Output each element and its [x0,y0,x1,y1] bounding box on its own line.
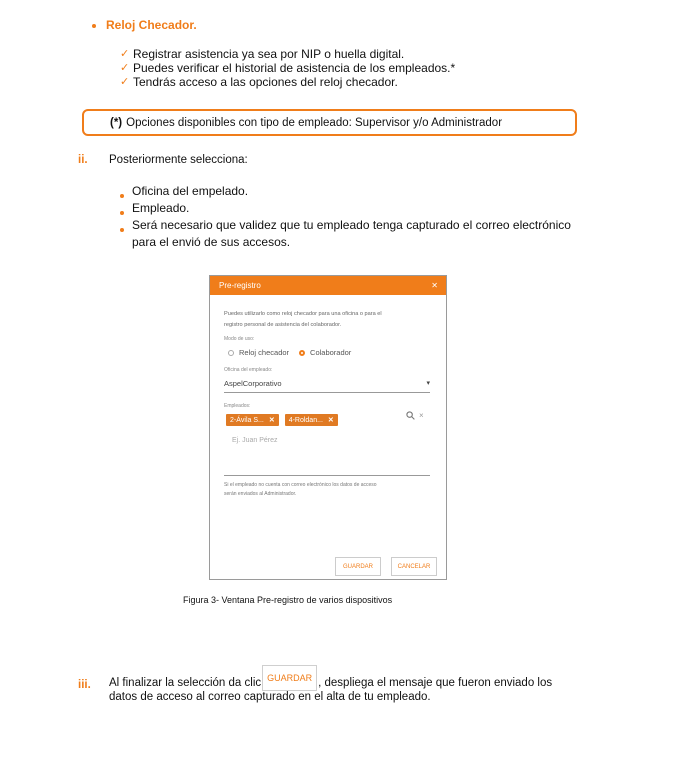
dialog-title: Pre-registro [219,281,261,290]
search-icon[interactable] [406,411,415,420]
radio-reloj-checador[interactable] [228,350,234,356]
list-item: Será necesario que validez que tu empleado tenga capturado el correo electrónico [120,219,571,236]
list-item: Oficina del empelado. [120,185,571,202]
search-underline [224,475,430,476]
list-item: ✓ Puedes verificar el historial de asistencia de los empleados.* [120,61,456,75]
mode-label: Modo de uso: [224,336,255,342]
employee-chip[interactable]: 4-Roldan... ✕ [285,414,338,426]
save-button[interactable]: GUARDAR [335,557,381,576]
checkmark-icon: ✓ [120,48,130,60]
chevron-down-icon: ▾ [426,380,430,387]
radio-label-colaborador: Colaborador [310,348,352,357]
step-ii-text: Posteriormente selecciona: [109,154,248,166]
figure-caption: Figura 3- Ventana Pre-registro de varios dispositivos [183,595,393,605]
remove-chip-icon[interactable]: ✕ [327,417,334,424]
list-item: ✓ Registrar asistencia ya sea por NIP o huella digital. [120,47,405,61]
check-list [120,47,455,89]
employee-chips [226,414,338,426]
step-iii-paragraph: Al finalizar la selección da clic GUARDAR , despliega el mensaje que fueron enviado los datos de acceso al correo capturado en el alta de tu empleado. [109,665,552,704]
bullet-icon [120,228,124,232]
note-prefix: (*) [110,116,123,129]
list-item: Empleado. [120,202,571,219]
dialog-intro: Puedes utilizarlo como reloj checador para una oficina o para el registro personal de asistencia del colaborador. [224,311,382,328]
remove-chip-icon[interactable]: ✕ [268,417,275,424]
list-item-continuation: para el envió de sus accesos. [132,235,291,249]
checkmark-icon: ✓ [120,62,130,74]
guardar-inline-button: GUARDAR [262,665,317,691]
mode-radio-group [228,348,351,357]
list-item: ✓ Tendrás acceso a las opciones del reloj checador. [120,75,398,89]
employee-chip[interactable]: 2-Ávila S... ✕ [226,414,279,426]
cancel-button[interactable]: CANCELAR [391,557,437,576]
section-title [92,18,197,32]
bullet-icon [92,24,96,28]
employees-label: Empleados: [224,403,251,409]
notice-text: Si el empleado no cuenta con correo electrónico los datos de acceso serán enviados al Administrador. [224,482,377,497]
employee-search-input[interactable]: Ej. Juan Pérez [232,437,278,444]
bullet-icon [120,211,124,215]
office-select[interactable] [224,379,430,393]
office-label: Oficina del empleado: [224,367,273,373]
office-value: AspelCorporativo [224,379,282,388]
note-text: Opciones disponibles con tipo de empleado: Supervisor y/o Administrador [126,116,503,129]
note-box [82,109,577,136]
clear-icon[interactable]: × [419,411,424,420]
step-iii-numeral: iii. [78,679,91,691]
dialog-header [210,276,446,295]
section-title-text: Reloj Checador. [106,18,197,32]
radio-colaborador[interactable] [299,350,305,356]
close-icon[interactable]: ✕ [431,281,438,290]
radio-label-reloj: Reloj checador [239,348,290,357]
bullet-icon [120,194,124,198]
step-ii-numeral: ii. [78,154,88,166]
sub-list [120,185,571,249]
checkmark-icon: ✓ [120,76,130,88]
search-controls [406,411,424,420]
pre-registro-dialog [209,275,447,580]
